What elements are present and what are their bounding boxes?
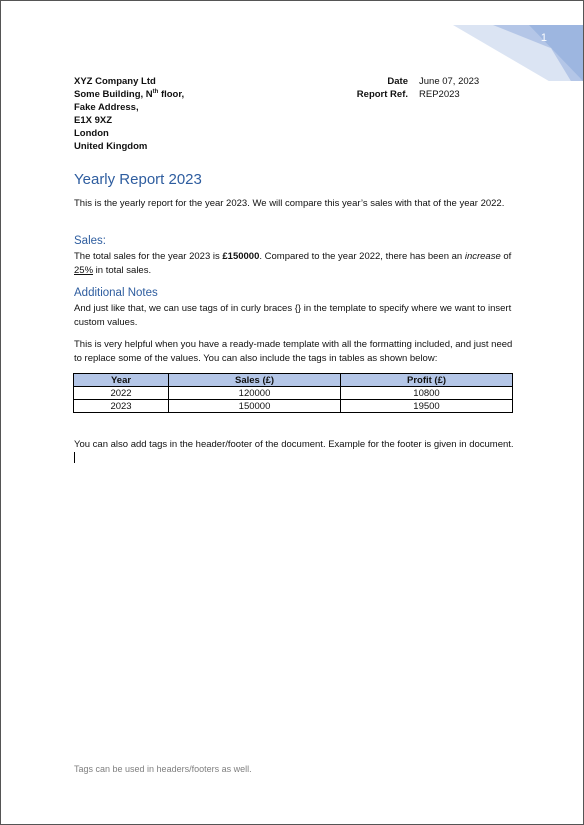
notes-heading: Additional Notes bbox=[74, 287, 158, 299]
address-line: United Kingdom bbox=[74, 141, 148, 152]
address-line: London bbox=[74, 128, 109, 139]
page-footer: Tags can be used in headers/footers as well. bbox=[74, 764, 252, 774]
company-address bbox=[74, 75, 184, 153]
table-cell: 120000 bbox=[169, 387, 341, 400]
sales-table bbox=[73, 373, 513, 413]
table-row bbox=[74, 400, 513, 413]
table-row bbox=[74, 387, 513, 400]
table-cell: 150000 bbox=[169, 400, 341, 413]
report-title: Yearly Report 2023 bbox=[74, 171, 202, 188]
date-value: June 07, 2023 bbox=[419, 76, 480, 87]
column-header: Year bbox=[74, 374, 169, 387]
address-line: XYZ Company Ltd bbox=[74, 76, 156, 87]
address-line: Some Building, $N^{th}$ floor, bbox=[74, 88, 185, 100]
column-header: Profit (£) bbox=[341, 374, 513, 387]
ref-value: REP2023 bbox=[419, 89, 460, 100]
sales-heading: Sales: bbox=[74, 235, 106, 247]
corner-decoration bbox=[453, 1, 583, 81]
intro-paragraph: This is the yearly report for the year 2023. We will compare this year’s sales with that of the year 2022. bbox=[74, 198, 505, 209]
column-header: Sales (£) bbox=[169, 374, 341, 387]
sales-paragraph: The total sales for the year 2023 is £150000. Compared to the year 2022, there has been an increase of 25% in total sales. bbox=[74, 251, 512, 276]
date-label: Date bbox=[387, 76, 408, 87]
notes-paragraph-1: And just like that, we can use tags of in curly braces {} in the template to specify where we want to insert custom values. bbox=[74, 303, 512, 328]
ref-label: Report Ref. bbox=[356, 89, 408, 100]
table-cell: 2022 bbox=[74, 387, 169, 400]
page-number: 1 bbox=[540, 32, 547, 44]
report-meta bbox=[341, 75, 479, 101]
closing-paragraph[interactable]: You can also add tags in the header/footer of the document. Example for the footer is given in document. bbox=[74, 438, 514, 465]
table-cell: 19500 bbox=[341, 400, 513, 413]
text-cursor bbox=[74, 452, 75, 463]
table-cell: 2023 bbox=[74, 400, 169, 413]
table-header-row bbox=[74, 374, 513, 387]
address-line: Fake Address, bbox=[74, 102, 139, 113]
table-cell: 10800 bbox=[341, 387, 513, 400]
address-line: E1X 9XZ bbox=[74, 115, 113, 126]
notes-paragraph-2: This is very helpful when you have a ready-made template with all the formatting included, and just need to replace some of the values. You can also include the tags in tables as shown below: bbox=[74, 339, 513, 364]
